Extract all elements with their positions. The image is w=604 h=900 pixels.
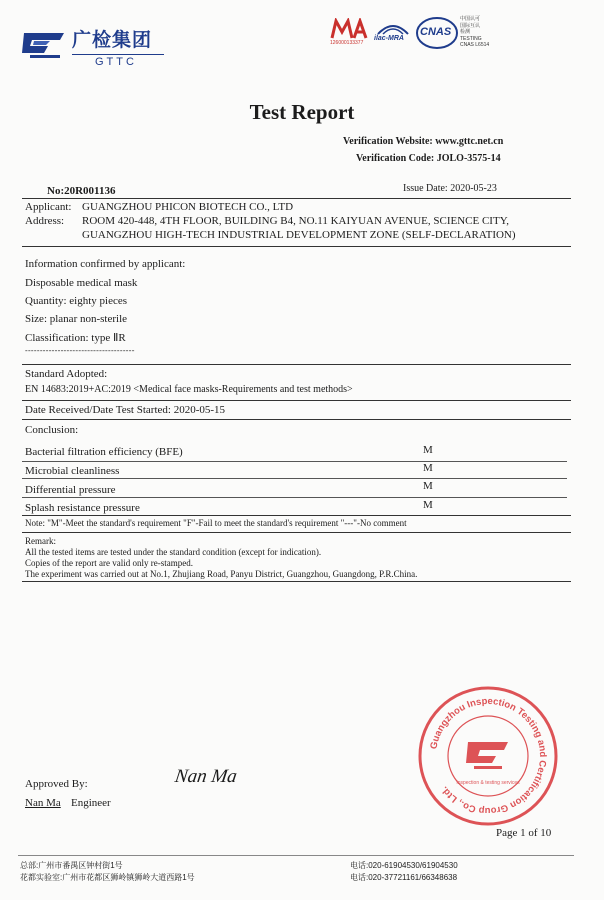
divider xyxy=(22,364,571,365)
signature: Nan Ma xyxy=(173,766,239,787)
conclusion-item-pressure: Differential pressure xyxy=(25,484,116,496)
remark-label: Remark: xyxy=(25,536,56,546)
conclusion-note: Note: "M"-Meet the standard's requirement "F"-Fail to meet the standard's requirement "---"-No comment xyxy=(25,518,407,528)
report-number: No:20R001136 xyxy=(47,185,116,197)
remark-line-2: Copies of the report are valid only re-stamped. xyxy=(25,558,193,568)
issue-date: Issue Date: 2020-05-23 xyxy=(403,183,497,194)
conclusion-result-bfe: M xyxy=(423,444,433,456)
footer-address-1: 总部:广州市番禺区钟村街1号 xyxy=(20,861,123,870)
applicant-value: GUANGZHOU PHICON BIOTECH CO., LTD xyxy=(82,201,294,213)
brand-en: GTTC xyxy=(92,56,140,68)
standard-value: EN 14683:2019+AC:2019 <Medical face masks-Requirements and test methods> xyxy=(25,384,353,395)
cnas-text: 中国认可 国际互认 检测 TESTING CNAS L6514 xyxy=(460,16,490,48)
footer-phone-1: 电话:020-61904530/61904530 xyxy=(350,861,458,870)
info-quantity: Quantity: eighty pieces xyxy=(25,295,128,307)
brand-cn: 广检集团 xyxy=(72,30,153,51)
divider xyxy=(22,400,571,401)
divider xyxy=(22,419,571,420)
verification-code: Verification Code: JOLO-3575-14 xyxy=(356,153,501,164)
cnas-logo xyxy=(416,16,458,52)
remark-line-3: The experiment was carried out at No.1, Zhujiang Road, Panyu District, Guangzhou, Guangdong, P.R.China. xyxy=(25,569,418,579)
page-number: Page 1 of 10 xyxy=(496,827,552,839)
address-label: Address: xyxy=(25,215,65,227)
info-size: Size: planar non-sterile xyxy=(25,313,128,325)
row-line xyxy=(22,478,567,479)
conclusion-result-splash: M xyxy=(423,499,433,511)
date-received: Date Received/Date Test Started: 2020-05-15 xyxy=(25,404,226,416)
svg-text:Inspection & testing services: Inspection & testing services xyxy=(456,780,520,786)
cert-logos xyxy=(330,14,580,56)
divider xyxy=(22,246,571,247)
cma-mark-icon xyxy=(330,18,370,40)
ilac-mark-icon xyxy=(374,20,412,36)
divider xyxy=(22,532,571,533)
gttc-logo xyxy=(20,24,168,70)
cma-logo xyxy=(330,18,370,48)
ilac-logo xyxy=(374,20,412,48)
address-line-1: ROOM 420-448, 4TH FLOOR, BUILDING B4, NO.11 KAIYUAN AVENUE, SCIENCE CITY, xyxy=(82,215,509,227)
conclusion-result-microbial: M xyxy=(423,462,433,474)
verification-website: Verification Website: www.gttc.net.cn xyxy=(343,136,504,147)
row-line xyxy=(22,497,567,498)
row-line xyxy=(22,461,567,462)
info-classification: Classification: type ⅡR xyxy=(25,332,126,344)
standard-label: Standard Adopted: xyxy=(25,368,108,380)
divider xyxy=(22,198,571,199)
divider xyxy=(22,581,571,582)
approver-role: Engineer xyxy=(71,797,111,809)
info-heading: Information confirmed by applicant: xyxy=(25,258,186,270)
conclusion-item-bfe: Bacterial filtration efficiency (BFE) xyxy=(25,446,183,458)
cma-number: 126000133377 xyxy=(330,40,364,46)
page-title: Test Report xyxy=(249,100,355,124)
footer-divider xyxy=(18,855,574,856)
conclusion-item-microbial: Microbial cleanliness xyxy=(25,465,120,477)
address-line-2: GUANGZHOU HIGH-TECH INDUSTRIAL DEVELOPMENT ZONE (SELF-DECLARATION) xyxy=(82,229,516,241)
footer-address-2: 花都实验室:广州市花都区狮岭镇狮岭大道西路1号 xyxy=(20,873,195,882)
cnas-label: CNAS xyxy=(420,26,452,38)
gttc-logo-mark-icon xyxy=(20,28,68,62)
footer-phone-2: 电话:020-37721161/66348638 xyxy=(350,873,458,882)
approved-by-label: Approved By: xyxy=(25,778,88,790)
brand-underline xyxy=(72,54,164,55)
conclusion-label: Conclusion: xyxy=(25,424,79,436)
conclusion-item-splash: Splash resistance pressure xyxy=(25,502,140,514)
official-seal-icon xyxy=(416,684,560,828)
ilac-label: ilac-MRA xyxy=(374,35,404,42)
remark-line-1: All the tested items are tested under the standard condition (except for indication). xyxy=(25,547,322,557)
divider xyxy=(22,515,571,516)
info-dashes: ------------------------------------- xyxy=(25,346,135,355)
conclusion-result-pressure: M xyxy=(423,480,433,492)
applicant-label: Applicant: xyxy=(25,201,72,213)
svg-text:Guangzhou Inspection Testing a: Guangzhou Inspection Testing and Certification Group Co., Ltd. xyxy=(428,695,549,817)
info-product: Disposable medical mask xyxy=(25,277,138,289)
approver-name: Nan Ma xyxy=(25,797,61,809)
